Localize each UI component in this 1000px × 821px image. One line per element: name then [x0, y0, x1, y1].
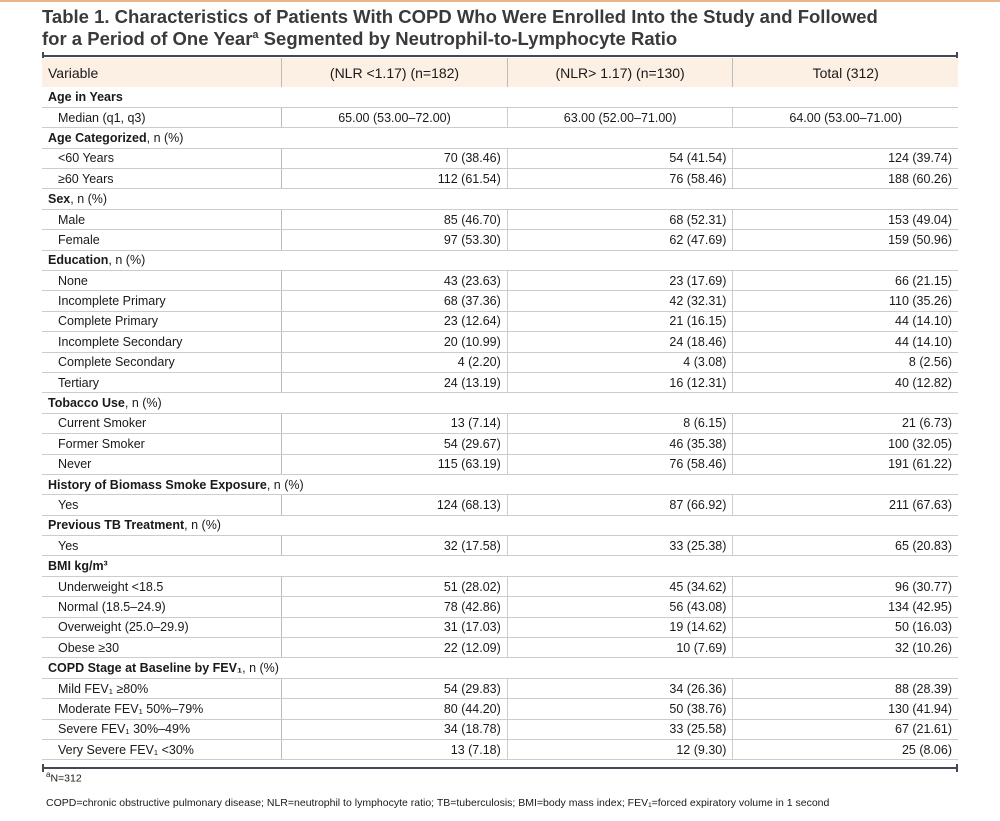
row-label: Very Severe FEV₁ <30%: [42, 740, 282, 760]
row-value: 54 (29.67): [282, 434, 508, 454]
footnote-abbreviations: COPD=chronic obstructive pulmonary disease; NLR=neutrophil to lymphocyte ratio; TB=tuberculosis; BMI=body mass index; FEV₁=forced expiratory volume in 1 second: [46, 797, 830, 809]
row-label: Female: [42, 230, 282, 250]
table-row: [42, 230, 958, 250]
row-label: Never: [42, 454, 282, 474]
row-value: 88 (28.39): [733, 678, 958, 698]
row-value: 211 (67.63): [733, 495, 958, 515]
table-row: [42, 495, 958, 515]
table-row: [42, 291, 958, 311]
row-value: 70 (38.46): [282, 148, 508, 168]
row-label: Male: [42, 209, 282, 229]
row-value: 33 (25.38): [507, 536, 733, 556]
header-row: [42, 58, 958, 87]
table-body: [42, 87, 958, 760]
row-label: Mild FEV₁ ≥80%: [42, 678, 282, 698]
row-label: Yes: [42, 536, 282, 556]
row-value: 13 (7.14): [282, 413, 508, 433]
section-row: [42, 128, 958, 148]
row-value: 56 (43.08): [507, 597, 733, 617]
row-value: 46 (35.38): [507, 434, 733, 454]
row-value: 188 (60.26): [733, 169, 958, 189]
footnote-n: [46, 770, 82, 785]
table-row: [42, 352, 958, 372]
row-value: 21 (6.73): [733, 413, 958, 433]
table-row: [42, 107, 958, 127]
row-value: 76 (58.46): [507, 454, 733, 474]
section-row: [42, 189, 958, 209]
bottom-rule: [42, 767, 958, 769]
row-label: Overweight (25.0–29.9): [42, 617, 282, 637]
table-title: [42, 6, 962, 50]
section-title: [42, 128, 958, 148]
row-value: 54 (29.83): [282, 678, 508, 698]
row-value: 44 (14.10): [733, 311, 958, 331]
row-value: 87 (66.92): [507, 495, 733, 515]
row-label: Underweight <18.5: [42, 576, 282, 596]
row-label: None: [42, 271, 282, 291]
table-row: [42, 740, 958, 760]
row-label: Obese ≥30: [42, 638, 282, 658]
row-value: 115 (63.19): [282, 454, 508, 474]
row-label: Yes: [42, 495, 282, 515]
row-value: 54 (41.54): [507, 148, 733, 168]
row-label: Normal (18.5–24.9): [42, 597, 282, 617]
title-footnote-marker: a: [252, 28, 259, 41]
section-title-bold: History of Biomass Smoke Exposure: [48, 477, 267, 492]
row-value: 78 (42.86): [282, 597, 508, 617]
row-value: 24 (18.46): [507, 332, 733, 352]
row-label: Former Smoker: [42, 434, 282, 454]
section-row: [42, 474, 958, 494]
section-row: [42, 515, 958, 535]
row-value: 33 (25.58): [507, 719, 733, 739]
row-label: <60 Years: [42, 148, 282, 168]
table-row: [42, 678, 958, 698]
row-value: 34 (18.78): [282, 719, 508, 739]
section-title-bold: BMI kg/m³: [48, 559, 108, 574]
row-label: Current Smoker: [42, 413, 282, 433]
row-value: 34 (26.36): [507, 678, 733, 698]
section-title: [42, 87, 958, 107]
table-row: [42, 597, 958, 617]
section-title-bold: Previous TB Treatment: [48, 518, 185, 533]
section-row: [42, 658, 958, 678]
table-row: [42, 169, 958, 189]
row-value: 32 (17.58): [282, 536, 508, 556]
row-value: 64.00 (53.00–71.00): [733, 107, 958, 127]
section-row: [42, 250, 958, 270]
row-value: 40 (12.82): [733, 372, 958, 392]
header-variable: Variable: [42, 58, 282, 87]
row-label: Moderate FEV₁ 50%–79%: [42, 699, 282, 719]
table-row: [42, 699, 958, 719]
row-value: 4 (3.08): [507, 352, 733, 372]
section-title-bold: COPD Stage at Baseline by FEV₁: [48, 661, 243, 676]
row-value: 134 (42.95): [733, 597, 958, 617]
section-title-rest: , n (%): [184, 518, 221, 533]
section-title-rest: , n (%): [266, 477, 304, 492]
header-nlr-high: (NLR> 1.17) (n=130): [507, 58, 733, 87]
section-title: [42, 250, 958, 270]
row-value: 51 (28.02): [282, 576, 508, 596]
footnote-marker: a: [46, 770, 51, 779]
row-value: 68 (37.36): [282, 291, 508, 311]
section-row: [42, 556, 958, 576]
row-value: 65.00 (53.00–72.00): [282, 107, 508, 127]
row-value: 24 (13.19): [282, 372, 508, 392]
row-value: 20 (10.99): [282, 332, 508, 352]
table-row: [42, 148, 958, 168]
row-label: ≥60 Years: [42, 169, 282, 189]
row-value: 130 (41.94): [733, 699, 958, 719]
table-row: [42, 576, 958, 596]
row-value: 191 (61.22): [733, 454, 958, 474]
title-line2-part2: Segmented by Neutrophil-to-Lymphocyte Ratio: [258, 28, 678, 49]
row-value: 68 (52.31): [507, 209, 733, 229]
row-value: 21 (16.15): [507, 311, 733, 331]
row-value: 12 (9.30): [507, 740, 733, 760]
row-value: 63.00 (52.00–71.00): [507, 107, 733, 127]
row-value: 10 (7.69): [507, 638, 733, 658]
table-row: [42, 311, 958, 331]
table-row: [42, 332, 958, 352]
row-value: 80 (44.20): [282, 699, 508, 719]
section-title-rest: , n (%): [242, 661, 279, 676]
section-row: [42, 393, 958, 413]
section-title: [42, 189, 958, 209]
section-title-rest: , n (%): [70, 192, 108, 207]
footnote-n-text: N=312: [50, 772, 82, 785]
table-row: [42, 271, 958, 291]
row-value: 45 (34.62): [507, 576, 733, 596]
row-label: Incomplete Primary: [42, 291, 282, 311]
table-row: [42, 536, 958, 556]
table-row: [42, 617, 958, 637]
row-value: 8 (6.15): [507, 413, 733, 433]
row-value: 62 (47.69): [507, 230, 733, 250]
row-value: 32 (10.26): [733, 638, 958, 658]
row-value: 42 (32.31): [507, 291, 733, 311]
row-value: 159 (50.96): [733, 230, 958, 250]
top-rule: [42, 55, 958, 57]
row-value: 124 (68.13): [282, 495, 508, 515]
row-value: 8 (2.56): [733, 352, 958, 372]
header-nlr-low: (NLR <1.17) (n=182): [282, 58, 508, 87]
row-value: 19 (14.62): [507, 617, 733, 637]
title-line2-part1: for a Period of One Year: [42, 28, 253, 49]
table-row: [42, 413, 958, 433]
row-value: 67 (21.61): [733, 719, 958, 739]
section-title-rest: , n (%): [108, 253, 146, 268]
header-total: Total (312): [812, 64, 879, 81]
row-label: Severe FEV₁ 30%–49%: [42, 719, 282, 739]
section-title: [42, 474, 958, 494]
row-value: 65 (20.83): [733, 536, 958, 556]
row-value: 50 (38.76): [507, 699, 733, 719]
section-title-rest: , n (%): [124, 396, 162, 411]
section-title-bold: Age in Years: [48, 89, 123, 104]
row-value: 96 (30.77): [733, 576, 958, 596]
row-value: 23 (12.64): [282, 311, 508, 331]
row-value: 31 (17.03): [282, 617, 508, 637]
row-value: 23 (17.69): [507, 271, 733, 291]
table-title-line1: Table 1. Characteristics of Patients With COPD Who Were Enrolled Into the Study and Followed: [42, 6, 878, 27]
section-title: [42, 515, 958, 535]
row-value: 22 (12.09): [282, 638, 508, 658]
table-row: [42, 209, 958, 229]
row-label: Median (q1, q3): [42, 107, 282, 127]
row-value: 13 (7.18): [282, 740, 508, 760]
row-value: 25 (8.06): [733, 740, 958, 760]
row-value: 4 (2.20): [282, 352, 508, 372]
row-value: 16 (12.31): [507, 372, 733, 392]
section-title: [42, 556, 958, 576]
top-accent-line: [0, 0, 1000, 2]
row-value: 153 (49.04): [733, 209, 958, 229]
section-title-bold: Age Categorized: [48, 130, 147, 145]
row-label: Complete Primary: [42, 311, 282, 331]
row-value: 50 (16.03): [733, 617, 958, 637]
row-value: 112 (61.54): [282, 169, 508, 189]
section-title-bold: Education: [48, 253, 109, 268]
table-row: [42, 719, 958, 739]
table-row: [42, 638, 958, 658]
row-value: 110 (35.26): [733, 291, 958, 311]
section-title: [42, 393, 958, 413]
row-value: 97 (53.30): [282, 230, 508, 250]
row-label: Incomplete Secondary: [42, 332, 282, 352]
row-value: 85 (46.70): [282, 209, 508, 229]
section-title-rest: , n (%): [146, 130, 184, 145]
row-label: Tertiary: [42, 372, 282, 392]
table-row: [42, 372, 958, 392]
section-title-bold: Sex: [48, 192, 71, 207]
row-value: 43 (23.63): [282, 271, 508, 291]
table-row: [42, 434, 958, 454]
table-row: [42, 454, 958, 474]
row-value: 100 (32.05): [733, 434, 958, 454]
characteristics-table: [42, 58, 958, 760]
section-title-bold: Tobacco Use: [48, 396, 125, 411]
row-value: 66 (21.15): [733, 271, 958, 291]
row-value: 124 (39.74): [733, 148, 958, 168]
row-value: 44 (14.10): [733, 332, 958, 352]
section-row: [42, 87, 958, 107]
row-label: Complete Secondary: [42, 352, 282, 372]
section-title: [42, 658, 958, 678]
table-title-line2: [42, 28, 962, 50]
row-value: 76 (58.46): [507, 169, 733, 189]
